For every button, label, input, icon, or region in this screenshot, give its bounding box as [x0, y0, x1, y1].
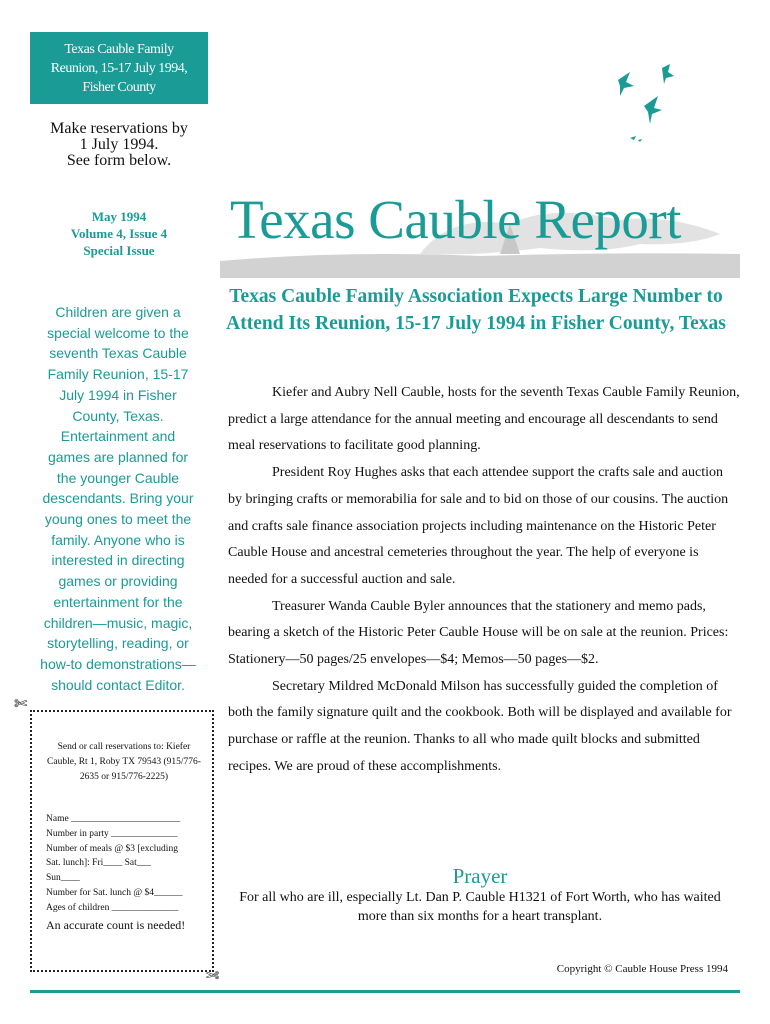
article-paragraph: Kiefer and Aubry Nell Cauble, hosts for the seventh Texas Cauble Family Reunion, predict a large attendance for the annual meeting and encourage all descendants to send meal reservations to facilitate good planning. [228, 385, 740, 454]
article-headline: Texas Cauble Family Association Expects Large Number to Attend Its Reunion, 15-17 July 1994 in Fisher County, Texas [226, 286, 726, 334]
article-body [228, 380, 740, 781]
reservation-line-3: See form below. [66, 152, 172, 169]
issue-special: Special Issue [83, 243, 155, 258]
reservation-line-1: Make reservations by [50, 120, 188, 137]
masthead [220, 184, 750, 279]
coupon-header: Send or call reservations to: Kiefer Cauble, Rt 1, Roby TX 79543 (915/776-2635 or 915/776-2225) [47, 742, 201, 782]
article-paragraph: Treasurer Wanda Cauble Byler announces that the stationery and memo pads, bearing a sketch of the Historic Peter Cauble House will be on sale at the reunion. Prices: Stationery—50 pages/25 envelopes—$4; Memos—50 pages—$2. [228, 598, 729, 668]
bird-icon [618, 72, 634, 96]
coupon-name-field: Name _______________________ [46, 814, 181, 824]
bird-icon [638, 139, 642, 142]
footer-rule [30, 990, 740, 993]
sidebar-text: Children are given a special welcome to the seventh Texas Cauble Family Reunion, 15-17 July 1994 in Fisher County, Texas. Entertainment and games are planned for the younger Cauble descendants. Bring your young ones to meet the family. Anyone who is interested in directing games or providing entertainment for the children—music, magic, storytelling, reading, or how-to demonstrations—should contact Editor. [40, 304, 196, 693]
bird-icon [662, 64, 674, 84]
coupon-party-field: Number in party ______________ [46, 828, 178, 839]
issue-volume: Volume 4, Issue 4 [70, 226, 168, 241]
birds-illustration [600, 60, 690, 150]
issue-info [30, 208, 208, 259]
coupon-form [46, 812, 206, 932]
scissors-icon: ✄ [14, 696, 28, 713]
masthead-title: Texas Cauble Report [230, 189, 681, 250]
copyright: Copyright © Cauble House Press 1994 [556, 963, 728, 975]
coupon-children-field: Ages of children ______________ [46, 902, 179, 913]
article-paragraph: President Roy Hughes asks that each attendee support the crafts sale and auction by bringing crafts or memorabilia for sale and to bid on those of our cousins. The auction and crafts sale finance association projects including maintenance on the Historic Peter Cauble House and ancestral cemeteries throughout the year. The help of everyone is needed for a successful auction and sale. [228, 465, 729, 587]
prayer-text: For all who are ill, especially Lt. Dan P. Cauble H1321 of Fort Worth, who has waited more than six months for a heart transplant. [239, 890, 721, 924]
reservation-notice [30, 121, 208, 169]
bird-icon [630, 136, 636, 140]
scissors-icon: ✄ [206, 968, 220, 985]
coupon-sun-field: Sun____ [46, 873, 80, 884]
coupon-meals-field: Number of meals @ $3 [excluding [46, 843, 178, 854]
coupon-sat-lunch-line: Sat. lunch]: Fri____ Sat___ [46, 858, 152, 869]
coupon-sat-lunch-count: Number for Sat. lunch @ $4______ [46, 887, 183, 898]
header-line-2: Reunion, 15-17 July 1994, [50, 61, 188, 76]
issue-date: May 1994 [91, 209, 147, 224]
article-paragraph: Secretary Mildred McDonald Milson has successfully guided the completion of both the family signature quilt and the cookbook. Both will be displayed and available for purchase or raffle at the reunion. Thanks to all who made quilt blocks and submitted recipes. We are proud of these accomplishments. [228, 678, 732, 774]
header-box [30, 32, 208, 104]
header-line-3: Fisher County [82, 80, 156, 95]
coupon-note: An accurate count is needed! [46, 917, 186, 932]
reservation-coupon [30, 710, 214, 972]
bird-icon [644, 96, 662, 124]
reservation-line-2: 1 July 1994. [79, 136, 159, 153]
header-line-1: Texas Cauble Family [64, 42, 174, 57]
prayer-title: Prayer [452, 864, 508, 888]
